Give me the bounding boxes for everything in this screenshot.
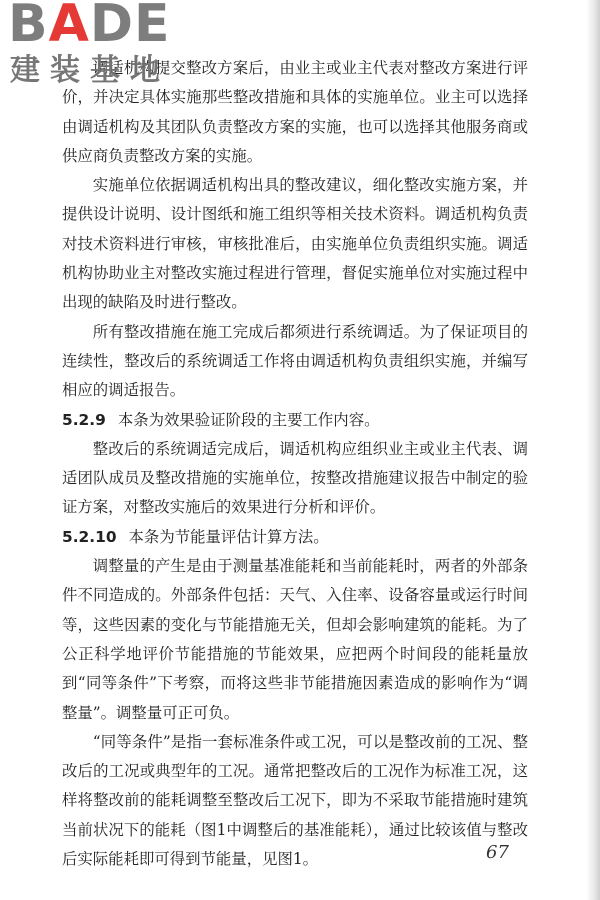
clause-title: 本条为节能量评估计算方法。 [128, 527, 329, 546]
logo-subtitle: 建装基地 [10, 53, 170, 88]
page-edge-shadow [586, 0, 600, 900]
paragraph-effect-verification: 整改后的系统调适完成后，调适机构应组织业主或业主代表、调适团队成员及整改措施的实施单位，按整改措施建议报告中制定的验证方案，对整改实施后的效果进行分析和评价。 [62, 439, 528, 517]
clause-number: 5.2.10 [62, 527, 117, 546]
document-body [62, 54, 528, 874]
paragraph-same-conditions: “同等条件”是指一套标准条件或工况，可以是整改前的工况、整改后的工况或典型年的工况。通常把整改后的工况作为标准工况，这样将整改前的能耗调整至整改后工况下，即为不采取节能措施时建筑当前状况下的能耗（图1中调整后的基准能耗），通过比较该值与整改后实际能耗即可得到节能量，见图1。 [62, 732, 528, 869]
paragraph-implementation: 实施单位依据调适机构出具的整改建议，细化整改实施方案，并提供设计说明、设计图纸和施工组织等相关技术资料。调适机构负责对技术资料进行审核，审核批准后，由实施单位负责组织实施。调适机构协助业主对整改实施过程进行管理，督促实施单位对实施过程中出现的缺陷及时进行整改。 [62, 176, 528, 312]
bade-watermark-logo [8, 0, 183, 100]
page-number: 67 [486, 842, 509, 863]
logo-wordmark: BADE [8, 0, 171, 54]
clause-heading-5-2-9 [62, 406, 528, 435]
paragraph-review-plan: 调适机构提交整改方案后，由业主或业主代表对整改方案进行评价，并决定具体实施那些整改措施和具体的实施单位。业主可以选择由调适机构及其团队负责整改方案的实施，也可以选择其他服务商或供应商负责整改方案的实施。 [62, 59, 528, 165]
clause-number: 5.2.9 [62, 410, 106, 429]
clause-title: 本条为效果验证阶段的主要工作内容。 [117, 410, 380, 429]
paragraph-adjustment-amount: 调整量的产生是由于测量基准能耗和当前能耗时，两者的外部条件不同造成的。外部条件包括：天气、入住率、设备容量或运行时间等，这些因素的变化与节能措施无关，但却会影响建筑的能耗。为了公正科学地评价节能措施的节能效果，应把两个时间段的能耗量放到“同等条件”下考察，而将这些非节能措施因素造成的影响作为“调整量”。调整量可正可负。 [62, 557, 528, 722]
paragraph-system-commissioning: 所有整改措施在施工完成后都须进行系统调适。为了保证项目的连续性，整改后的系统调适工作将由调适机构负责组织实施，并编写相应的调适报告。 [62, 322, 528, 400]
clause-heading-5-2-10 [62, 523, 528, 552]
